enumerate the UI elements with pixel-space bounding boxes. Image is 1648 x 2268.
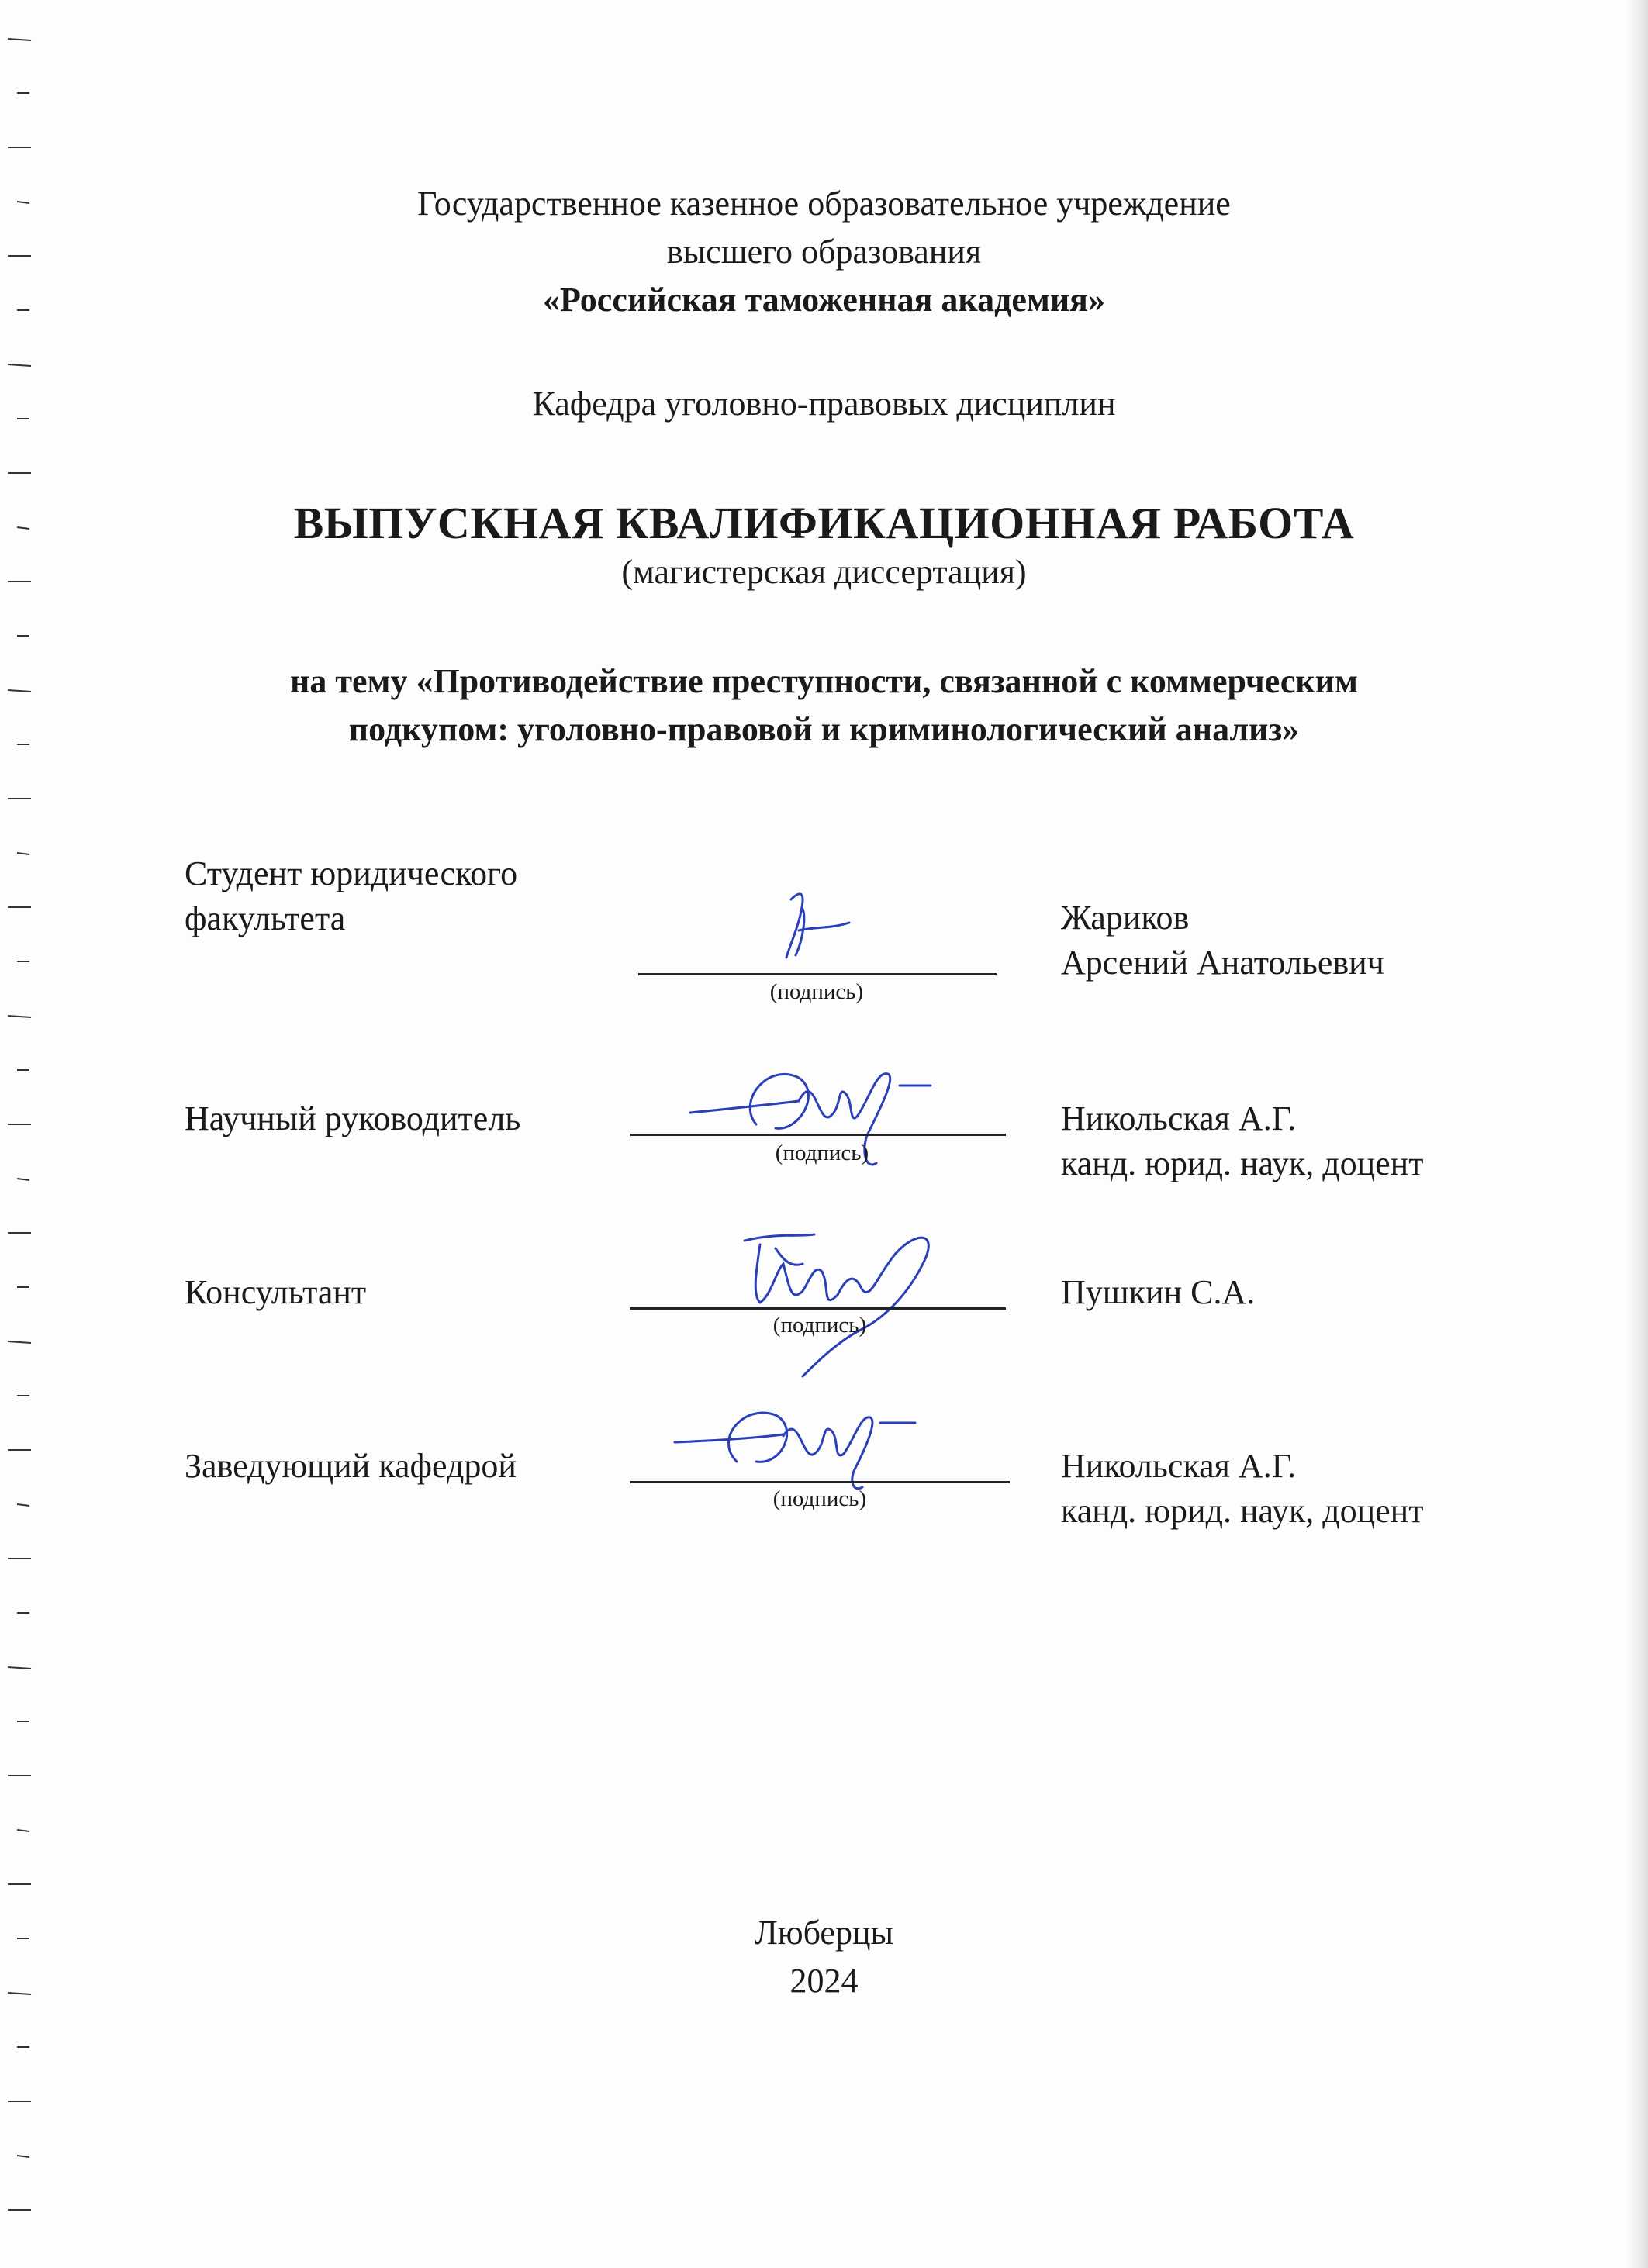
academy-name: «Российская таможенная академия»	[543, 281, 1105, 319]
binding-mark	[17, 1830, 29, 1831]
supervisor-role-line-1: Научный руководитель	[185, 1099, 521, 1137]
supervisor-signature-caption: (подпись)	[775, 1141, 869, 1165]
head-signature	[667, 1388, 923, 1496]
supervisor-signature-line	[630, 1134, 1006, 1136]
consultant-role	[185, 1270, 366, 1315]
work-title-block	[0, 496, 1648, 594]
head-role	[185, 1444, 517, 1489]
institution-line-1: Государственное казенное образовательное учреждение	[417, 185, 1231, 223]
head-name	[1061, 1444, 1423, 1534]
work-title: ВЫПУСКНАЯ КВАЛИФИКАЦИОННАЯ РАБОТА	[293, 498, 1355, 548]
binding-mark	[17, 853, 29, 854]
institution-line-2: высшего образования	[666, 233, 982, 271]
binding-mark	[8, 1341, 31, 1343]
binding-mark	[8, 1016, 31, 1017]
work-subtitle: (магистерская диссертация)	[621, 553, 1027, 591]
student-signature-line	[638, 973, 997, 975]
consultant-name	[1061, 1270, 1255, 1315]
binding-mark	[8, 1667, 31, 1669]
topic-block	[0, 658, 1648, 754]
binding-mark	[17, 1504, 29, 1506]
student-name-line-2: Арсений Анатольевич	[1061, 944, 1384, 982]
supervisor-name-line-1: Никольская А.Г.	[1061, 1099, 1297, 1137]
binding-mark	[17, 1179, 29, 1180]
student-name-line-1: Жариков	[1061, 899, 1190, 937]
head-name-line-2: канд. юрид. наук, доцент	[1061, 1492, 1424, 1530]
binding-mark	[17, 2156, 29, 2157]
consultant-role-line-1: Консультант	[185, 1273, 367, 1311]
topic-line-2: подкупом: уголовно-правовой и криминологический анализ»	[348, 710, 1300, 748]
consultant-signature	[729, 1217, 962, 1388]
head-signature-line	[630, 1481, 1010, 1483]
department-block	[0, 380, 1648, 428]
supervisor-name	[1061, 1096, 1423, 1186]
binding-mark	[8, 364, 31, 366]
consultant-signature-line	[630, 1307, 1006, 1310]
consultant-name-line-1: Пушкин С.А.	[1061, 1273, 1256, 1311]
department-name: Кафедра уголовно-правовых дисциплин	[532, 385, 1116, 423]
institution-header	[0, 180, 1648, 324]
supervisor-role	[185, 1096, 520, 1141]
head-name-line-1: Никольская А.Г.	[1061, 1447, 1297, 1485]
student-name	[1061, 896, 1384, 986]
footer-block	[0, 1909, 1648, 2005]
consultant-signature-caption: (подпись)	[772, 1313, 867, 1338]
student-role	[185, 851, 517, 941]
student-signature-caption: (подпись)	[769, 979, 864, 1004]
student-role-line-2: факультета	[185, 899, 346, 937]
student-role-line-1: Студент юридического	[185, 854, 518, 892]
binding-mark	[8, 39, 31, 40]
footer-city: Люберцы	[754, 1914, 894, 1952]
supervisor-name-line-2: канд. юрид. наук, доцент	[1061, 1144, 1424, 1182]
footer-year: 2024	[789, 1962, 859, 2000]
head-signature-caption: (подпись)	[772, 1486, 867, 1511]
student-signature	[768, 884, 869, 969]
head-role-line-1: Заведующий кафедрой	[185, 1447, 517, 1485]
topic-line-1: на тему «Противодействие преступности, связанной с коммерческим	[290, 662, 1358, 700]
